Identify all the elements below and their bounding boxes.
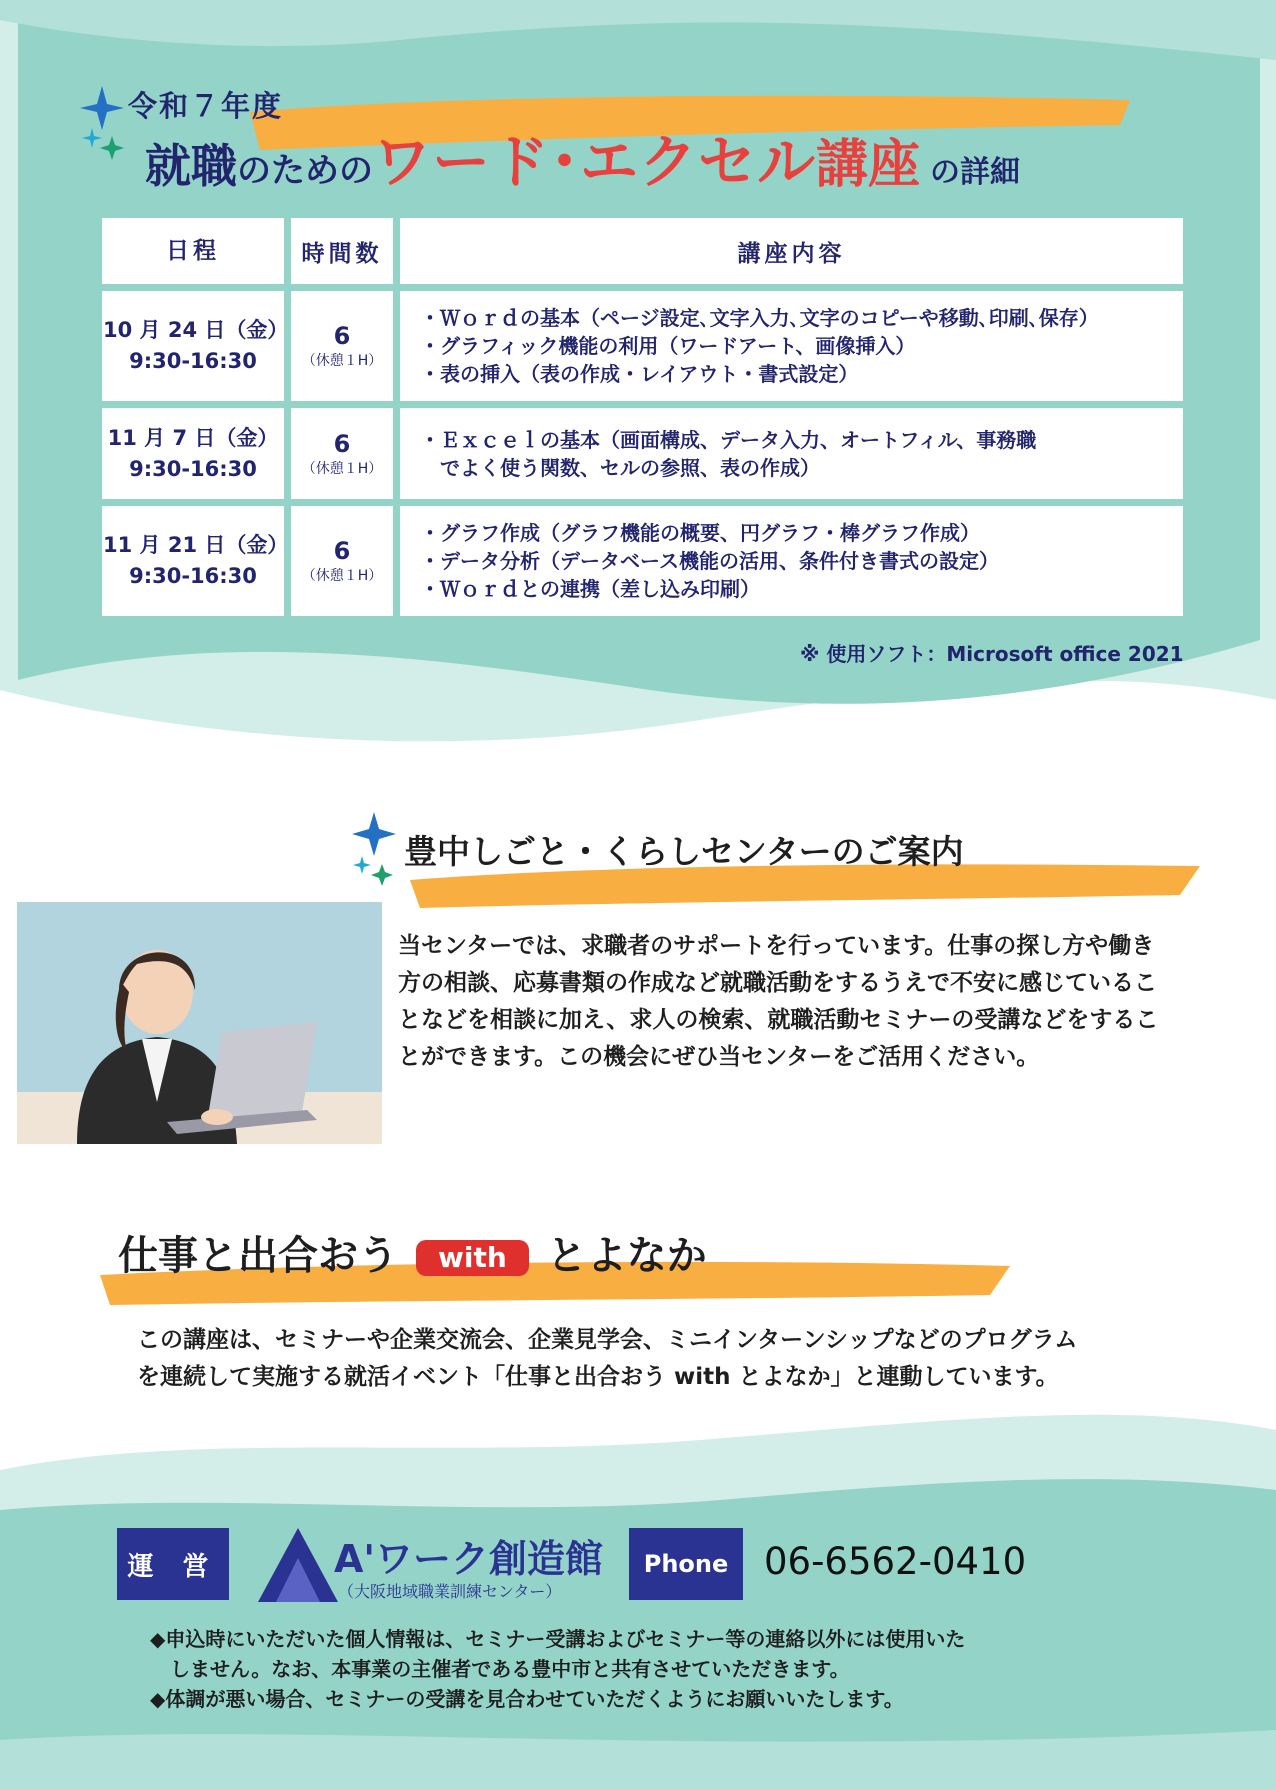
header-date: 日程 bbox=[102, 218, 284, 284]
break-note: （休憩１H） bbox=[301, 353, 383, 369]
hours-cell bbox=[291, 291, 393, 401]
office-worker-illustration bbox=[17, 902, 382, 1144]
content-cell bbox=[400, 506, 1183, 616]
content-cell bbox=[400, 408, 1183, 499]
date-cell bbox=[102, 408, 284, 499]
org-logo-subtitle: （大阪地域職業訓練センター） bbox=[338, 1582, 562, 1601]
sparkle-star-icon bbox=[350, 812, 400, 892]
table-header-row bbox=[102, 218, 1183, 284]
event-title-part2: とよなか bbox=[546, 1233, 707, 1279]
content-line: ・グラフ作成（グラフ機能の概要、円グラフ・棒グラフ作成） bbox=[420, 521, 980, 545]
title-part-koza: 講座 bbox=[816, 135, 921, 195]
time: 9:30-16:30 bbox=[129, 456, 257, 481]
time: 9:30-16:30 bbox=[129, 564, 257, 588]
content-line: ・Ｅｘｃｅｌの基本（画面構成、データ入力、オートフィル、事務職 bbox=[420, 427, 1037, 452]
page-title bbox=[145, 115, 1020, 199]
date-cell bbox=[102, 506, 289, 616]
content-line: ・データ分析（データベース機能の活用、条件付き書式の設定） bbox=[420, 549, 999, 573]
hours: 6 bbox=[333, 322, 351, 350]
hours-cell bbox=[291, 408, 393, 499]
hours-cell bbox=[291, 506, 393, 616]
date: 11 月 7 日（金） bbox=[107, 425, 279, 450]
hours: 6 bbox=[333, 537, 351, 565]
table-row bbox=[102, 408, 1183, 499]
event-title bbox=[118, 1224, 707, 1281]
phone-label: Phone bbox=[629, 1528, 743, 1600]
title-part-shosai: の詳細 bbox=[930, 155, 1021, 190]
title-part-shushoku: 就職 bbox=[145, 139, 237, 193]
content-line: ・Ｗｏｒｄの基本（ページ設定､文字入力､文字のコピーや移動､印刷､保存） bbox=[420, 306, 1099, 330]
break-note: （休憩１H） bbox=[301, 568, 383, 584]
content-line: でよく使う関数、セルの参照、表の作成） bbox=[420, 455, 820, 480]
content-cell bbox=[400, 291, 1183, 401]
hours: 6 bbox=[333, 429, 351, 458]
notice-line: ◆体調が悪い場合、セミナーの受講を見合わせていただくようにお願いいたします。 bbox=[150, 1687, 904, 1711]
date: 10 月 24 日（金） bbox=[103, 318, 289, 342]
sparkle-star-icon bbox=[80, 86, 130, 166]
table-row bbox=[102, 291, 1183, 401]
notices bbox=[150, 1624, 1120, 1714]
center-title: 豊中しごと・くらしセンターのご案内 bbox=[404, 832, 964, 871]
triangle-logo-icon bbox=[258, 1528, 338, 1602]
title-part-word-excel: ワード･エクセル bbox=[373, 128, 817, 196]
content-line: ・表の挿入（表の作成・レイアウト・書式設定） bbox=[420, 362, 859, 386]
title-part-noTameno: のための bbox=[237, 151, 373, 191]
phone-number[interactable]: 06-6562-0410 bbox=[764, 1540, 1027, 1583]
date: 11 月 21 日（金） bbox=[103, 533, 289, 557]
header-content: 講座内容 bbox=[400, 218, 1183, 284]
operator-label: 運 営 bbox=[117, 1528, 229, 1600]
event-title-part1: 仕事と出合おう bbox=[118, 1233, 398, 1279]
schedule-table bbox=[95, 211, 1190, 623]
table-row bbox=[102, 506, 1183, 616]
time: 9:30-16:30 bbox=[129, 349, 257, 373]
with-badge: with bbox=[416, 1240, 529, 1276]
header-hours: 時間数 bbox=[291, 218, 393, 284]
notice-line: ◆申込時にいただいた個人情報は、セミナー受講およびセミナー等の連絡以外には使用いた bbox=[150, 1627, 966, 1651]
content-line: ・グラフィック機能の利用（ワードアート、画像挿入） bbox=[420, 334, 916, 358]
software-note: ※ 使用ソフト：Microsoft office 2021 bbox=[800, 642, 1184, 666]
break-note: （休憩１H） bbox=[301, 460, 383, 477]
center-description: 当センターでは、求職者のサポートを行っています。仕事の探し方や働き方の相談、応募書類の作成など就職活動をするうえで不安に感じていることなどを相談に加え、求人の検索、就職活動セミナーの受講などをすることができます。この機会にぜひ当センターをご活用ください。 bbox=[398, 933, 1159, 1070]
notice-line: しません。なお、本事業の主催者である豊中市と共有させていただきます。 bbox=[150, 1657, 850, 1681]
content-line: ・Ｗｏｒｄとの連携（差し込み印刷） bbox=[420, 577, 760, 601]
date-cell bbox=[102, 291, 289, 401]
org-logo-text: A'ワーク創造館 bbox=[334, 1537, 604, 1581]
fiscal-year: 令和７年度 bbox=[128, 89, 284, 123]
event-description: この講座は、セミナーや企業交流会、企業見学会、ミニインターンシップなどのプログラムを連続して実施する就活イベント「仕事と出合おう with とよなか」と連動しています。 bbox=[137, 1327, 1078, 1390]
